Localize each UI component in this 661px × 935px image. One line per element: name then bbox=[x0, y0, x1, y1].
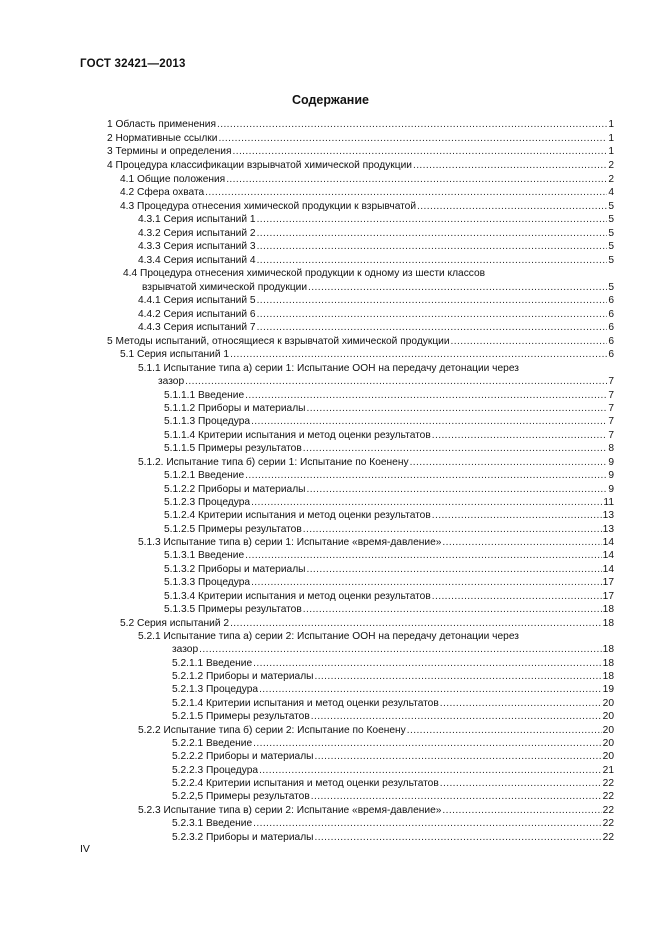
toc-entry[interactable] bbox=[138, 456, 614, 469]
toc-entry[interactable] bbox=[138, 630, 614, 643]
toc-leader-dots bbox=[226, 173, 607, 186]
toc-leader-dots bbox=[451, 335, 608, 348]
toc-entry-title: 5.1.3.2 Приборы и материалы bbox=[164, 564, 306, 575]
toc-leader-dots bbox=[185, 375, 607, 388]
toc-entry-title: 5.2.2 Испытание типа б) серии 2: Испытание по Коенену bbox=[138, 725, 406, 736]
toc-entry-page: 7 bbox=[608, 430, 614, 441]
toc-entry-page: 2 bbox=[608, 160, 614, 171]
toc-entry[interactable] bbox=[138, 308, 614, 321]
toc-leader-dots bbox=[205, 186, 607, 199]
toc-entry-title: 5.2.2.1 Введение bbox=[172, 738, 253, 749]
toc-entry-title: 5.1.1.1 Введение bbox=[164, 390, 245, 401]
toc-entry-page: 14 bbox=[602, 550, 614, 561]
toc-leader-dots bbox=[257, 213, 608, 226]
toc-entry-title: 5.1.1.4 Критерии испытания и метод оценки результатов bbox=[164, 430, 431, 441]
toc-entry-title: 4.3.2 Серия испытаний 2 bbox=[138, 228, 256, 239]
toc-leader-dots bbox=[257, 308, 608, 321]
toc-entry[interactable] bbox=[172, 790, 614, 803]
toc-entry-title: 4.4.2 Серия испытаний 6 bbox=[138, 309, 256, 320]
toc-leader-dots bbox=[253, 657, 602, 670]
toc-entry-title: 5.1.3.5 Примеры результатов bbox=[164, 604, 302, 615]
toc-entry[interactable] bbox=[120, 173, 614, 186]
toc-entry-title: 5.2.2,5 Примеры результатов bbox=[172, 791, 310, 802]
toc-entry-page: 18 bbox=[602, 644, 614, 655]
toc-entry-title: 5.2.1.1 Введение bbox=[172, 658, 253, 669]
toc-entry[interactable] bbox=[120, 186, 614, 199]
toc-entry-title: 5.1.3 Испытание типа в) серии 1: Испытание «время-давление» bbox=[138, 537, 442, 548]
toc-entry[interactable] bbox=[120, 200, 614, 213]
toc-entry-page: 17 bbox=[602, 577, 614, 588]
toc-entry-page: 1 bbox=[608, 119, 614, 130]
toc-entry-title: 4.2 Сфера охвата bbox=[120, 187, 205, 198]
toc-entry-page: 18 bbox=[602, 604, 614, 615]
toc-leader-dots bbox=[245, 389, 607, 402]
toc-entry[interactable] bbox=[138, 804, 614, 817]
toc-entry[interactable] bbox=[164, 389, 614, 402]
toc-entry-page: 5 bbox=[608, 214, 614, 225]
toc-entry-title: 5.1.2. Испытание типа б) серии 1: Испытание по Коенену bbox=[138, 457, 409, 468]
toc-entry-title: 5.2.3 Испытание типа в) серии 2: Испытание «время-давление» bbox=[138, 805, 442, 816]
toc-entry-page: 20 bbox=[602, 711, 614, 722]
toc-entry-title: 5.1.2.1 Введение bbox=[164, 470, 245, 481]
toc-entry-page: 5 bbox=[608, 282, 614, 293]
toc-leader-dots bbox=[253, 817, 602, 830]
toc-entry[interactable] bbox=[164, 429, 614, 442]
toc-entry-page: 5 bbox=[608, 201, 614, 212]
toc-leader-dots bbox=[245, 549, 602, 562]
toc-entry-page: 22 bbox=[602, 832, 614, 843]
toc-entry-page: 7 bbox=[608, 390, 614, 401]
toc-leader-dots bbox=[251, 576, 602, 589]
toc-leader-dots bbox=[306, 402, 607, 415]
toc-leader-dots bbox=[442, 536, 601, 549]
toc-entry-page: 5 bbox=[608, 255, 614, 266]
toc-entry[interactable] bbox=[164, 415, 614, 428]
toc-entry-page: 7 bbox=[608, 376, 614, 387]
toc-entry-title: 5.1.2.3 Процедура bbox=[164, 497, 251, 508]
toc-entry-title: 4.3.3 Серия испытаний 3 bbox=[138, 241, 256, 252]
toc-entry-title: 5.1.1.3 Процедура bbox=[164, 416, 251, 427]
toc-entry-title: 5.2.1.2 Приборы и материалы bbox=[172, 671, 314, 682]
toc-entry-title: 5.1.2.4 Критерии испытания и метод оценки результатов bbox=[164, 510, 431, 521]
toc-entry-title: 4.4 Процедура отнесения химической продукции к одному из шести классов bbox=[123, 268, 486, 279]
page-title: Содержание bbox=[291, 93, 369, 107]
toc-leader-dots bbox=[432, 590, 602, 603]
toc-leader-dots bbox=[432, 509, 602, 522]
toc-entry-title: 5.2.2.3 Процедура bbox=[172, 765, 259, 776]
toc-entry[interactable] bbox=[158, 375, 614, 388]
toc-entry[interactable] bbox=[172, 750, 614, 763]
toc-leader-dots bbox=[199, 643, 602, 656]
toc-leader-dots bbox=[417, 200, 607, 213]
toc-leader-dots bbox=[251, 415, 607, 428]
toc-leader-dots bbox=[217, 118, 607, 131]
toc-entry-page: 21 bbox=[602, 765, 614, 776]
toc-entry[interactable] bbox=[172, 710, 614, 723]
toc-entry[interactable] bbox=[172, 817, 614, 830]
toc-entry-title: 5.1.3.4 Критерии испытания и метод оценки результатов bbox=[164, 591, 431, 602]
toc-entry-page: 20 bbox=[602, 725, 614, 736]
toc-entry-title: 4.1 Общие положения bbox=[120, 174, 226, 185]
toc-entry-title: 5.2.1.3 Процедура bbox=[172, 684, 259, 695]
toc-entry[interactable] bbox=[164, 469, 614, 482]
toc-entry[interactable] bbox=[138, 254, 614, 267]
toc-entry[interactable] bbox=[164, 509, 614, 522]
toc-entry[interactable] bbox=[123, 267, 614, 280]
toc-entry-page: 20 bbox=[602, 738, 614, 749]
toc-entry[interactable] bbox=[164, 483, 614, 496]
toc-entry-page: 11 bbox=[603, 497, 614, 508]
toc-entry-page: 22 bbox=[602, 818, 614, 829]
toc-entry-page: 1 bbox=[608, 146, 614, 157]
toc-entry-title: 5 Методы испытаний, относящиеся к взрывчатой химической продукции bbox=[107, 336, 450, 347]
toc-leader-dots bbox=[303, 523, 602, 536]
toc-entry-title: 5.2.2.4 Критерии испытания и метод оценки результатов bbox=[172, 778, 439, 789]
toc-entry-page: 17 bbox=[602, 591, 614, 602]
toc-leader-dots bbox=[251, 496, 602, 509]
toc-entry[interactable] bbox=[138, 724, 614, 737]
standard-number: ГОСТ 32421—2013 bbox=[80, 58, 186, 70]
toc-entry[interactable] bbox=[138, 536, 614, 549]
toc-leader-dots bbox=[407, 724, 602, 737]
toc-entry-page: 5 bbox=[608, 228, 614, 239]
toc-entry-title: 5.2.1.5 Примеры результатов bbox=[172, 711, 310, 722]
toc-leader-dots bbox=[306, 563, 601, 576]
toc-entry[interactable] bbox=[164, 590, 614, 603]
toc-leader-dots bbox=[314, 831, 601, 844]
toc-entry-page: 9 bbox=[608, 484, 614, 495]
toc-entry[interactable] bbox=[172, 670, 614, 683]
toc-entry[interactable] bbox=[164, 603, 614, 616]
toc-entry-page: 22 bbox=[602, 805, 614, 816]
toc-entry-page: 6 bbox=[608, 309, 614, 320]
toc-leader-dots bbox=[230, 348, 607, 361]
toc-entry[interactable] bbox=[138, 227, 614, 240]
toc-entry[interactable] bbox=[107, 145, 614, 158]
toc-entry-title: 4.4.1 Серия испытаний 5 bbox=[138, 295, 256, 306]
toc-leader-dots bbox=[257, 227, 608, 240]
toc-entry[interactable] bbox=[172, 697, 614, 710]
toc-entry[interactable] bbox=[120, 348, 614, 361]
toc-entry-page: 5 bbox=[608, 241, 614, 252]
toc-leader-dots bbox=[311, 790, 602, 803]
toc-leader-dots bbox=[253, 737, 602, 750]
toc-leader-dots bbox=[245, 469, 607, 482]
toc-entry[interactable] bbox=[164, 523, 614, 536]
toc-entry[interactable] bbox=[107, 159, 614, 172]
toc-entry[interactable] bbox=[172, 737, 614, 750]
toc-leader-dots bbox=[259, 764, 602, 777]
toc-leader-dots bbox=[257, 294, 608, 307]
toc-entry-title: 5.2.3.1 Введение bbox=[172, 818, 253, 829]
toc-entry-title: 4.4.3 Серия испытаний 7 bbox=[138, 322, 256, 333]
toc-entry[interactable] bbox=[120, 617, 614, 630]
toc-leader-dots bbox=[232, 145, 607, 158]
toc-entry-page: 1 bbox=[608, 133, 614, 144]
toc-entry-title: зазор bbox=[172, 644, 199, 655]
toc-entry-title: 5.2 Серия испытаний 2 bbox=[120, 618, 230, 629]
toc-entry[interactable] bbox=[164, 549, 614, 562]
toc-leader-dots bbox=[440, 697, 602, 710]
toc-entry-title: 5.2.1.4 Критерии испытания и метод оценки результатов bbox=[172, 698, 439, 709]
toc-leader-dots bbox=[257, 240, 608, 253]
toc-entry-page: 14 bbox=[602, 564, 614, 575]
toc-entry-title: 5.2.2.2 Приборы и материалы bbox=[172, 751, 314, 762]
toc-entry-title: 4 Процедура классификации взрывчатой химической продукции bbox=[107, 160, 412, 171]
toc-entry-page: 8 bbox=[608, 443, 614, 454]
toc-leader-dots bbox=[257, 321, 608, 334]
toc-entry[interactable] bbox=[164, 563, 614, 576]
toc-entry-title: 5.1 Серия испытаний 1 bbox=[120, 349, 230, 360]
toc-entry-title: 2 Нормативные ссылки bbox=[107, 133, 218, 144]
toc-entry-title: 3 Термины и определения bbox=[107, 146, 232, 157]
toc-entry-page: 13 bbox=[602, 524, 614, 535]
toc-entry-page: 14 bbox=[602, 537, 614, 548]
toc-leader-dots bbox=[257, 254, 608, 267]
toc-entry-title: 5.1.2.2 Приборы и материалы bbox=[164, 484, 306, 495]
toc-entry-page: 6 bbox=[608, 295, 614, 306]
toc-entry[interactable] bbox=[172, 764, 614, 777]
toc-entry-page: 22 bbox=[602, 791, 614, 802]
toc-entry[interactable] bbox=[107, 132, 614, 145]
toc-leader-dots bbox=[413, 159, 607, 172]
toc-leader-dots bbox=[314, 670, 601, 683]
toc-entry-title: 4.3.1 Серия испытаний 1 bbox=[138, 214, 256, 225]
toc-entry[interactable] bbox=[107, 335, 614, 348]
toc-entry-page: 4 bbox=[608, 187, 614, 198]
toc-entry-title: взрывчатой химической продукции bbox=[142, 282, 308, 293]
toc-entry-page: 9 bbox=[608, 470, 614, 481]
toc-entry-page: 19 bbox=[602, 684, 614, 695]
toc-leader-dots bbox=[303, 442, 608, 455]
toc-entry[interactable] bbox=[172, 683, 614, 696]
toc-entry[interactable] bbox=[138, 294, 614, 307]
toc-entry[interactable] bbox=[172, 657, 614, 670]
toc-leader-dots bbox=[230, 617, 602, 630]
toc-entry[interactable] bbox=[172, 777, 614, 790]
toc-entry-page: 7 bbox=[608, 416, 614, 427]
toc-entry[interactable] bbox=[107, 118, 614, 131]
toc-leader-dots bbox=[259, 683, 602, 696]
toc-entry-title: 5.1.1 Испытание типа а) серии 1: Испытание ООН на передачу детонации через bbox=[138, 363, 519, 374]
toc-entry[interactable] bbox=[142, 281, 614, 294]
toc-entry-title: 4.3.4 Серия испытаний 4 bbox=[138, 255, 256, 266]
toc-entry-page: 9 bbox=[608, 457, 614, 468]
toc-leader-dots bbox=[306, 483, 607, 496]
toc-leader-dots bbox=[432, 429, 608, 442]
toc-entry[interactable] bbox=[138, 213, 614, 226]
toc-entry-title: 1 Область применения bbox=[107, 119, 216, 130]
toc-leader-dots bbox=[218, 132, 607, 145]
toc-leader-dots bbox=[308, 281, 607, 294]
toc-entry[interactable] bbox=[172, 643, 614, 656]
toc-entry[interactable] bbox=[138, 240, 614, 253]
page-number-roman: IV bbox=[80, 843, 90, 855]
toc-entry-title: 5.1.1.2 Приборы и материалы bbox=[164, 403, 306, 414]
toc-entry-title: зазор bbox=[158, 376, 185, 387]
toc-entry-page: 13 bbox=[602, 510, 614, 521]
toc-entry-title: 4.3 Процедура отнесения химической продукции к взрывчатой bbox=[120, 201, 417, 212]
toc-leader-dots bbox=[442, 804, 601, 817]
toc-entry[interactable] bbox=[164, 402, 614, 415]
toc-entry[interactable] bbox=[138, 321, 614, 334]
toc-entry-page: 20 bbox=[602, 751, 614, 762]
toc-entry-page: 20 bbox=[602, 698, 614, 709]
toc-entry-page: 6 bbox=[608, 349, 614, 360]
toc-leader-dots bbox=[314, 750, 601, 763]
toc-entry-title: 5.2.1 Испытание типа а) серии 2: Испытание ООН на передачу детонации через bbox=[138, 631, 519, 642]
toc-entry[interactable] bbox=[164, 496, 614, 509]
toc-entry-page: 6 bbox=[608, 336, 614, 347]
toc-entry-page: 22 bbox=[602, 778, 614, 789]
toc-entry[interactable] bbox=[164, 576, 614, 589]
toc-entry[interactable] bbox=[138, 362, 614, 375]
toc-entry[interactable] bbox=[172, 831, 614, 844]
toc-entry-title: 5.1.2.5 Примеры результатов bbox=[164, 524, 302, 535]
toc-leader-dots bbox=[303, 603, 602, 616]
toc-entry-page: 2 bbox=[608, 174, 614, 185]
toc-entry-page: 6 bbox=[608, 322, 614, 333]
toc-entry[interactable] bbox=[164, 442, 614, 455]
toc-entry-page: 18 bbox=[602, 671, 614, 682]
toc-entry-title: 5.2.3.2 Приборы и материалы bbox=[172, 832, 314, 843]
toc-entry-title: 5.1.3.1 Введение bbox=[164, 550, 245, 561]
toc-entry-page: 18 bbox=[602, 618, 614, 629]
toc-entry-page: 18 bbox=[602, 658, 614, 669]
toc-entry-title: 5.1.3.3 Процедура bbox=[164, 577, 251, 588]
toc-entry-page: 7 bbox=[608, 403, 614, 414]
toc-leader-dots bbox=[311, 710, 602, 723]
toc-entry-title: 5.1.1.5 Примеры результатов bbox=[164, 443, 302, 454]
toc-leader-dots bbox=[440, 777, 602, 790]
toc-leader-dots bbox=[410, 456, 608, 469]
